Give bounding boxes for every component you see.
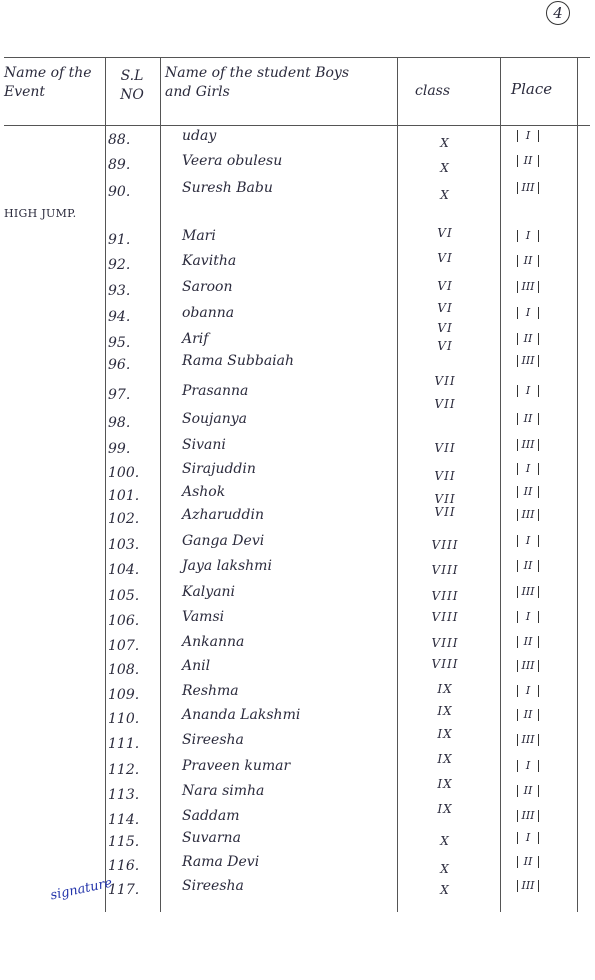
row-student-name: Suresh Babu xyxy=(182,180,273,196)
row-class: VIII xyxy=(431,636,459,650)
row-student-name: Ananda Lakshmi xyxy=(182,707,301,723)
row-sl-number: 106. xyxy=(108,613,140,629)
row-student-name: Vamsi xyxy=(182,609,225,625)
row-place: III xyxy=(517,509,539,521)
header-sl: S.L NO xyxy=(120,68,144,103)
row-place: II xyxy=(517,155,539,167)
row-place: I xyxy=(517,463,539,475)
row-class: IX xyxy=(437,727,453,741)
row-sl-number: 114. xyxy=(108,812,140,828)
header-event: Name of the Event xyxy=(4,65,92,100)
row-sl-number: 112. xyxy=(108,762,140,778)
row-student-name: Reshma xyxy=(182,683,239,699)
row-student-name: Ganga Devi xyxy=(182,533,265,549)
row-class: VIII xyxy=(431,657,459,671)
row-sl-number: 98. xyxy=(108,415,131,431)
row-student-name: Jaya lakshmi xyxy=(182,558,272,574)
row-sl-number: 88. xyxy=(108,132,131,148)
row-class: IX xyxy=(437,752,453,766)
row-place: I xyxy=(517,307,539,319)
row-place: II xyxy=(517,636,539,648)
row-place: III xyxy=(517,182,539,194)
row-sl-number: 111. xyxy=(108,736,140,752)
row-class: VII xyxy=(434,505,456,519)
column-divider-class xyxy=(500,57,501,912)
row-sl-number: 108. xyxy=(108,662,140,678)
row-class: VII xyxy=(434,374,456,388)
row-sl-number: 99. xyxy=(108,441,131,457)
row-student-name: Sireesha xyxy=(182,732,244,748)
row-sl-number: 107. xyxy=(108,638,140,654)
row-class: IX xyxy=(437,777,453,791)
row-sl-number: 100. xyxy=(108,465,140,481)
row-place: I xyxy=(517,130,539,142)
row-class: IX xyxy=(437,802,453,816)
row-place: II xyxy=(517,333,539,345)
row-student-name: obanna xyxy=(182,305,235,321)
row-place: II xyxy=(517,709,539,721)
row-student-name: Kalyani xyxy=(182,584,236,600)
column-divider-place xyxy=(577,57,578,912)
row-class: X xyxy=(440,161,450,175)
row-sl-number: 90. xyxy=(108,184,131,200)
row-place: II xyxy=(517,486,539,498)
row-place: III xyxy=(517,281,539,293)
row-place: II xyxy=(517,413,539,425)
row-sl-number: 94. xyxy=(108,309,131,325)
row-sl-number: 117. xyxy=(108,882,140,898)
row-sl-number: 104. xyxy=(108,562,140,578)
row-class: VI xyxy=(437,226,453,240)
row-student-name: Saroon xyxy=(182,279,233,295)
row-student-name: Prasanna xyxy=(182,383,249,399)
row-class: IX xyxy=(437,682,453,696)
row-place: I xyxy=(517,230,539,242)
table-top-border xyxy=(4,57,590,58)
row-student-name: Nara simha xyxy=(182,783,265,799)
header-bottom-border xyxy=(4,125,590,126)
row-place: III xyxy=(517,660,539,672)
row-student-name: Sireesha xyxy=(182,878,244,894)
row-place: I xyxy=(517,535,539,547)
row-place: I xyxy=(517,832,539,844)
row-sl-number: 109. xyxy=(108,687,140,703)
row-sl-number: 101. xyxy=(108,488,140,504)
row-student-name: Suvarna xyxy=(182,830,241,846)
row-sl-number: 92. xyxy=(108,257,131,273)
row-student-name: Mari xyxy=(182,228,216,244)
row-class: VI xyxy=(437,251,453,265)
row-sl-number: 95. xyxy=(108,335,131,351)
row-student-name: Rama Devi xyxy=(182,854,260,870)
row-place: III xyxy=(517,734,539,746)
row-student-name: Kavitha xyxy=(182,253,237,269)
row-place: II xyxy=(517,785,539,797)
row-sl-number: 91. xyxy=(108,232,131,248)
row-student-name: uday xyxy=(182,128,217,144)
row-class: VII xyxy=(434,492,456,506)
row-class: VII xyxy=(434,397,456,411)
header-name: Name of the student Boys and Girls xyxy=(165,65,350,100)
row-student-name: Praveen kumar xyxy=(182,758,291,774)
row-sl-number: 116. xyxy=(108,858,140,874)
row-place: II xyxy=(517,856,539,868)
row-class: VIII xyxy=(431,538,459,552)
row-student-name: Rama Subbaiah xyxy=(182,353,294,369)
column-divider-name xyxy=(397,57,398,912)
column-divider-sl xyxy=(160,57,161,912)
signature: signature xyxy=(49,875,114,904)
row-place: I xyxy=(517,760,539,772)
row-class: VII xyxy=(434,469,456,483)
row-class: VI xyxy=(437,339,453,353)
row-class: VI xyxy=(437,279,453,293)
row-class: IX xyxy=(437,704,453,718)
row-class: VI xyxy=(437,301,453,315)
row-sl-number: 103. xyxy=(108,537,140,553)
page-number: 4 xyxy=(546,1,570,25)
column-divider-event xyxy=(105,57,106,912)
row-sl-number: 96. xyxy=(108,357,131,373)
row-class: VIII xyxy=(431,563,459,577)
row-place: I xyxy=(517,611,539,623)
row-class: X xyxy=(440,136,450,150)
row-place: III xyxy=(517,439,539,451)
row-sl-number: 113. xyxy=(108,787,140,803)
row-class: X xyxy=(440,834,450,848)
row-place: II xyxy=(517,255,539,267)
row-student-name: Veera obulesu xyxy=(182,153,283,169)
row-student-name: Ashok xyxy=(182,484,226,500)
row-student-name: Arif xyxy=(182,331,209,347)
row-student-name: Saddam xyxy=(182,808,240,824)
row-place: III xyxy=(517,880,539,892)
row-place: III xyxy=(517,810,539,822)
row-class: VI xyxy=(437,321,453,335)
row-student-name: Ankanna xyxy=(182,634,245,650)
row-class: X xyxy=(440,862,450,876)
row-sl-number: 102. xyxy=(108,511,140,527)
row-sl-number: 97. xyxy=(108,387,131,403)
row-sl-number: 115. xyxy=(108,834,140,850)
row-class: VIII xyxy=(431,589,459,603)
event-name: HIGH JUMP. xyxy=(4,207,77,220)
row-class: X xyxy=(440,188,450,202)
row-place: I xyxy=(517,385,539,397)
row-sl-number: 89. xyxy=(108,157,131,173)
row-place: II xyxy=(517,560,539,572)
row-student-name: Sivani xyxy=(182,437,226,453)
row-class: X xyxy=(440,883,450,897)
row-sl-number: 110. xyxy=(108,711,140,727)
row-student-name: Azharuddin xyxy=(182,507,264,523)
row-sl-number: 105. xyxy=(108,588,140,604)
row-sl-number: 93. xyxy=(108,283,131,299)
row-class: VII xyxy=(434,441,456,455)
row-place: III xyxy=(517,586,539,598)
header-class: class xyxy=(415,83,451,99)
row-student-name: Sirajuddin xyxy=(182,461,256,477)
row-student-name: Soujanya xyxy=(182,411,247,427)
row-student-name: Anil xyxy=(182,658,211,674)
row-place: III xyxy=(517,355,539,367)
row-class: VIII xyxy=(431,610,459,624)
row-place: I xyxy=(517,685,539,697)
header-place: Place xyxy=(511,80,553,98)
